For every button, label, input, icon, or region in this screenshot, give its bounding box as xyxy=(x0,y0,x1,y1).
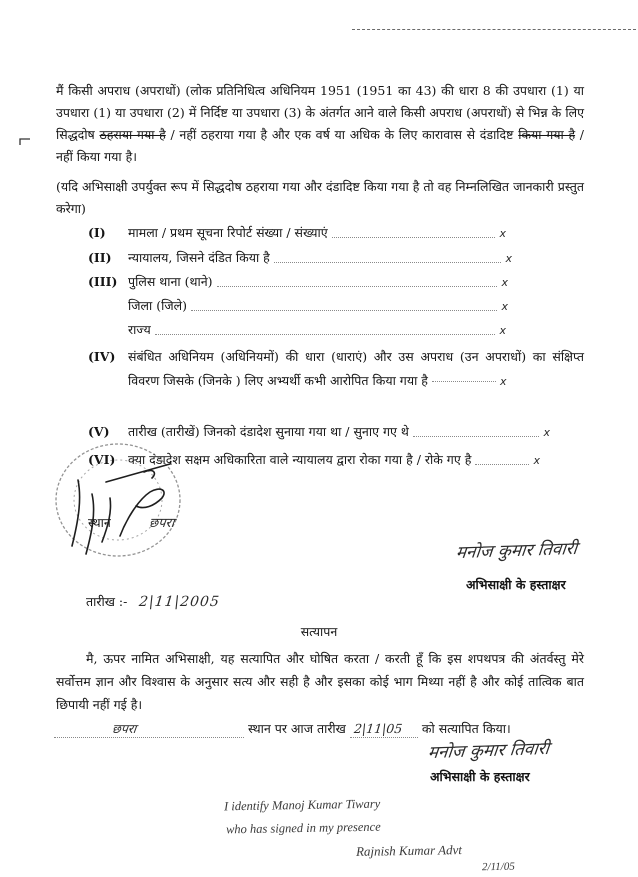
item-label: जिला (जिले) xyxy=(128,298,187,313)
item-label: पुलिस थाना (थाने) xyxy=(128,274,213,289)
item-label: मामला / प्रथम सूचना रिपोर्ट संख्या / संख्याएं xyxy=(128,225,328,240)
cross-mark: x xyxy=(501,276,508,289)
verification-paragraph: मै, ऊपर नामित अभिसाक्षी, यह सत्यापित और घोषित करता / करती हूँ कि इस शपथपत्र की अंतर्वस्तु मेरे सर्वोत्तम ज्ञान और विश्वास के अनुसार सत्य और सही है और इसका कोई भाग मिथ्या नहीं है और कोई तात्विक बात छिपायी नहीं गई है। xyxy=(56,651,584,712)
item-case-number xyxy=(88,222,506,244)
struck-text-sentenced: किया गया है xyxy=(518,127,576,142)
deponent-signature: मनोज कुमार तिवारी xyxy=(454,538,579,564)
identification-line: I identify Manoj Kumar Tiwary xyxy=(223,796,381,814)
item-number: (IV) xyxy=(88,349,116,364)
item-number: (V) xyxy=(88,424,110,439)
date-label: तारीख :- xyxy=(86,594,128,609)
dotted-leader xyxy=(432,381,496,382)
verified-closing: को सत्यापित किया। xyxy=(421,721,511,736)
date-handwritten: 2|11|2005 xyxy=(138,594,221,610)
advocate-signature: Rajnish Kumar Advt xyxy=(355,842,463,859)
date-line xyxy=(86,591,220,613)
top-dashed-rule xyxy=(352,29,636,30)
declaration-text-middle: / नहीं ठहराया गया है और एक वर्ष या अधिक के लिए कारावास से दंडादिष्ट xyxy=(170,127,514,142)
deponent-signature: मनोज कुमार तिवारी xyxy=(426,738,551,764)
dotted-leader xyxy=(332,237,496,238)
item-number: (II) xyxy=(88,250,112,265)
item-act-section xyxy=(88,345,584,394)
cross-mark: x xyxy=(505,252,512,265)
place-date-text: स्थान पर आज तारीख xyxy=(248,721,346,736)
item-number: (I) xyxy=(88,225,106,240)
item-text-block xyxy=(128,345,584,394)
item-number: (III) xyxy=(88,274,118,289)
verification-heading: सत्यापन xyxy=(300,624,338,639)
dotted-leader xyxy=(217,286,498,287)
declaration-text-end: / नहीं किया गया है। xyxy=(56,127,584,164)
place-blank xyxy=(54,718,244,738)
item-label: न्यायालय, जिसने दंडित किया है xyxy=(128,250,270,265)
item-label: संबंधित अधिनियम (अधिनियमों) की धारा (धाराएं) और उस अपराध (उन अपराधों) का संक्षिप्त विवरण जिसके (जिनके ) लिए अभ्यर्थी कभी आरोपित किया गया है xyxy=(128,349,584,388)
dotted-leader xyxy=(475,464,529,465)
stamp-signature-stroke xyxy=(72,464,170,554)
struck-text-convicted: ठहराया गया है xyxy=(99,127,166,142)
cross-mark: x xyxy=(501,300,508,313)
item-label: तारीख (तारीखें) जिनको दंडादेश सुनाया गया था / सुनाए गए थे xyxy=(128,424,409,439)
dotted-leader xyxy=(155,334,496,335)
item-state xyxy=(88,319,506,341)
item-number: (VI) xyxy=(88,452,116,467)
verification-place-date-line xyxy=(54,718,515,740)
cross-mark: x xyxy=(543,426,550,439)
identification-line: who has signed in my presence xyxy=(225,819,381,837)
margin-mark xyxy=(19,137,31,146)
declaration-paragraph xyxy=(56,80,584,168)
identification-date: 2/11/05 xyxy=(481,860,515,874)
date-handwritten: 2|11|05 xyxy=(353,721,403,736)
place-handwritten: छपरा xyxy=(111,721,138,736)
cross-mark: x xyxy=(499,227,506,240)
dotted-leader xyxy=(191,310,498,311)
signature-caption: अभिसाक्षी के हस्ताक्षर xyxy=(430,769,530,784)
place-label: स्थान xyxy=(88,515,111,530)
item-police-station xyxy=(88,271,508,293)
stamp-outer-ring xyxy=(56,444,180,556)
item-label: राज्य xyxy=(128,322,151,337)
dotted-leader xyxy=(274,262,502,263)
item-label: क्या दंडादेश सक्षम अधिकारिता वाले न्यायालय द्वारा रोका गया है / रोके गए है xyxy=(128,452,472,467)
place-handwritten: छपरा xyxy=(148,516,175,531)
item-district xyxy=(88,295,508,317)
instruction-paragraph: (यदि अभिसाक्षी उपर्युक्त रूप में सिद्धदोष ठहराया गया और दंडादिष्ट किया गया है तो वह निम्नलिखित जानकारी प्रस्तुत करेगा) xyxy=(56,179,584,216)
item-court xyxy=(88,247,512,269)
ink-stamp xyxy=(48,438,188,566)
cross-mark: x xyxy=(499,375,507,388)
cross-mark: x xyxy=(499,324,506,337)
declaration-text-start: मैं किसी अपराध (अपराधों) (लोक प्रतिनिधित्व अधिनियम 1951 (1951 का 43) की धारा 8 की उपधारा (1) या उपधारा (1) या उपधारा (2) में निर्दिष्ट या उपधारा (3) के अंतर्गत आने वाले किसी अपराध (अपराधों) से भिन्न के लिए सिद्धदोष xyxy=(56,83,584,142)
cross-mark: x xyxy=(533,454,540,467)
signature-caption: अभिसाक्षी के हस्ताक्षर xyxy=(466,577,566,592)
date-blank xyxy=(350,718,418,738)
place-line xyxy=(88,512,174,535)
dotted-leader xyxy=(413,436,540,437)
